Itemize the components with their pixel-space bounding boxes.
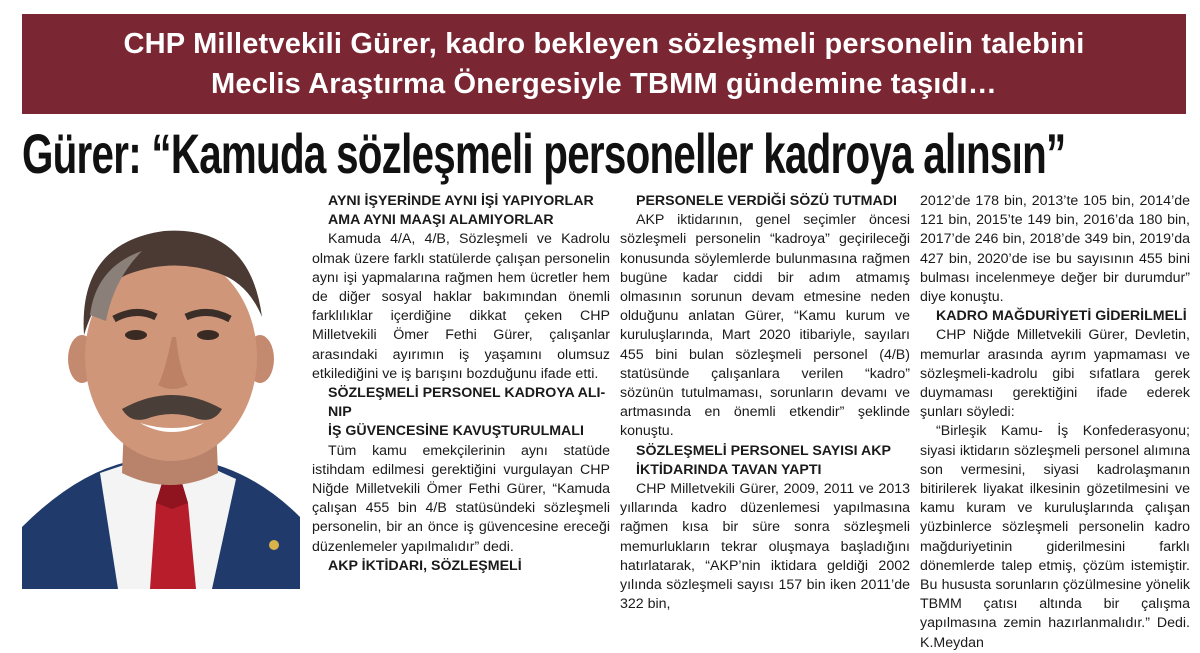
banner-line-2: Meclis Araştırma Önergesiyle TBMM gündemine taşıdı… [211,68,997,100]
text-column-3 [920,192,1190,651]
paragraph: AKP iktidarının, genel seçimler öncesi sözleşmeli personelin “kadroya” geçirileceği konusunda söylemlerde bulunmasına rağmen bugüne kadar ciddi bir adım atmamış olmasının sorunun devam etmesine neden olduğunu anlatan Gürer, “Kamu kurum ve kuruluşlarında, Mart 2020 itibariyle, sayıları 455 bini bulan sözleşmeli personel (4/B) statüsünde çalışanlara verilen “kadro” sözünün tutulmaması, sorunların devamı ve artmasında en önemli etkendir” şeklinde konuştu. [620,212,910,440]
portrait-photo-icon [22,197,300,589]
paragraph: Tüm kamu emekçilerinin aynı statüde istihdam edilmesi gerektiğini vurgulayan CHP Niğde Milletvekili Ömer Fethi Gürer, “Kamuda çalışan 455 bin 4/B statüsündeki sözleşmeli personelin, bir an önce iş güvencesine ereceği düzenlemeler yapılmalıdır” dedi. [312,442,610,555]
paragraph: 2012’de 178 bin, 2013’te 105 bin, 2014’de 121 bin, 2015’te 149 bin, 2016’da 180 bin, 2017’de 246 bin, 2018’de 349 bin, 2019’da 427 bin, 2020’de ise bu sayısının 455 bini bulması incelenmeye değer bir durumdur” diye konuştu. [920,193,1190,306]
paragraph: CHP Niğde Milletvekili Gürer, Devletin, memurlar arasında ayrım yapmaması ve sözleşmeli-kadrolu gibi sıfatlara gerek duymaması gerektiğini ifade ederek şunları söyledi: [920,327,1190,421]
subheading: PERSONELE VERDİĞİ SÖZÜ TUTMADI [636,193,897,209]
paragraph: Kamuda 4/A, 4/B, Sözleşmeli ve Kadrolu olmak üzere farklı statülerde çalışan personelin aynı işi yapmalarına rağmen hem ücretler hem de diğer sosyal haklar bakımından önemli farklılıklar içerdiğine dikkat çeken CHP Milletvekili Ömer Fethi Gürer, çalışanlar arasındaki ayırımın iş yaşamını olumsuz etkilediğini ve iş barışını bozduğunu ifade etti. [312,231,610,382]
headline-banner [22,14,1186,114]
subheading: KADRO MAĞDURİYETİ GİDERİLMELİ [936,308,1187,325]
paragraph: CHP Milletvekili Gürer, 2009, 2011 ve 2013 yıllarında kadro düzenlemesi yapılmasına rağmen kısa bir süre sonra sözleşmeli memurlukların tekrar oluşmaya başladığını hatırlatarak, “AKP’nin iktidara geldiği 2002 yılında sözleşmeli sayısı 157 bin iken 2011’de 322 bin, [620,481,910,613]
main-headline: Gürer: “Kamuda sözleşmeli personeller kadroya alınsın” [22,122,1066,185]
subheading: SÖZLEŞMELİ PERSONEL KADROYA ALI- NIP İŞ GÜVENCESİNE KAVUŞTURULMALI [328,385,606,440]
subheading: AKP İKTİDARI, SÖZLEŞMELİ [328,557,522,574]
banner-line-1: CHP Milletvekili Gürer, kadro bekleyen sözleşmeli personelin talebini [123,28,1085,60]
text-column-2 [620,192,910,613]
subheading: SÖZLEŞMELİ PERSONEL SAYISI AKP İKTİDARINDA TAVAN YAPTI [636,442,891,478]
subheading: AYNI İŞYERİNDE AYNI İŞİ YAPIYORLAR AMA AYNI MAAŞI ALAMIYORLAR [328,193,594,229]
paragraph: “Birleşik Kamu- İş Konfederasyonu; siyasi iktidarın sözleşmeli personel alımına son vermesini, siyasi kadrolaşmanın bitirilerek liyakat ilkesinin gözetilmesini ve kamu kuram ve kuruluşlarında çalışan yüzbinlerce sözleşmeli personelin kadro mağduriyetinin giderilmesini farklı dönemlerde talep etmiş, çözüm istemiştir. Bu hususta sorunların çözülmesine yönelik TBMM çatısı altında bir çalışma yapılmasına zemin hazırlanmalıdır.” Dedi. K.Meydan [920,423,1190,651]
portrait-photo [22,197,300,589]
text-column-1 [312,192,610,592]
